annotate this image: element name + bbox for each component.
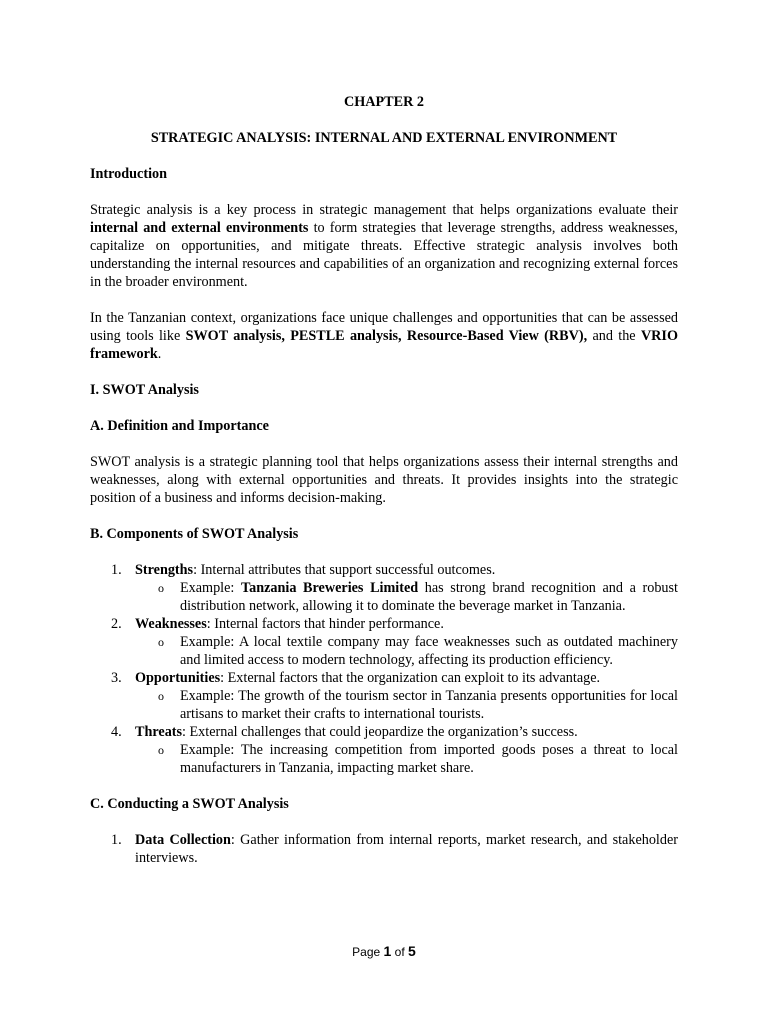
bullet-icon: o <box>158 581 164 595</box>
example-text: Example: <box>180 580 241 596</box>
intro-p2-text-e: . <box>157 346 162 362</box>
example-text: Example: The increasing competition from imported goods poses a threat to local manufacturers in Tanzania, impacting market share. <box>180 742 678 776</box>
list-sub-item <box>90 633 678 669</box>
intro-paragraph-2 <box>90 309 678 363</box>
page-content <box>90 93 678 867</box>
list-item <box>90 723 678 777</box>
section-a-heading: A. Definition and Importance <box>90 418 269 434</box>
footer-page-number: 1 <box>383 943 392 959</box>
chapter-label: CHAPTER 2 <box>343 94 424 110</box>
list-description: : Gather information from internal reports, market research, and stakeholder interviews. <box>135 832 678 866</box>
intro-paragraph-1 <box>90 201 678 291</box>
list-term: Strengths <box>135 562 194 578</box>
intro-p1-text-a: Strategic analysis is a key process in strategic management that helps organizations evaluate their <box>90 202 678 218</box>
list-item <box>90 669 678 723</box>
list-description: : External challenges that could jeopardize the organization’s success. <box>182 724 578 740</box>
swot-components-list <box>90 561 678 777</box>
list-sub-item <box>90 687 678 723</box>
list-description: : Internal factors that hinder performance. <box>206 616 444 632</box>
intro-p2-bold-vrio: VRIO framework <box>90 328 678 362</box>
list-item <box>90 561 678 615</box>
intro-p2-text-a: In the Tanzanian context, organizations face unique challenges and opportunities that can be assessed using tools like <box>90 310 678 344</box>
footer-page-total: 5 <box>408 943 416 959</box>
list-item-line <box>90 723 678 741</box>
list-description: : Internal attributes that support successful outcomes. <box>193 562 496 578</box>
list-item-line <box>90 831 678 867</box>
intro-p2-bold-tools: SWOT analysis, PESTLE analysis, Resource-Based View (RBV), <box>185 328 588 344</box>
section-c-heading: C. Conducting a SWOT Analysis <box>90 796 289 812</box>
list-term: Opportunities <box>135 670 221 686</box>
list-number: 2. <box>111 616 122 632</box>
list-number: 1. <box>111 832 122 848</box>
footer-page-word: Page <box>352 945 384 959</box>
example-text: Example: The growth of the tourism sector in Tanzania presents opportunities for local artisans to market their crafts to international tourists. <box>180 688 678 722</box>
list-number: 4. <box>111 724 122 740</box>
section-b-heading: B. Components of SWOT Analysis <box>90 526 299 542</box>
list-sub-item <box>90 741 678 777</box>
section-1-heading: I. SWOT Analysis <box>90 382 199 398</box>
bullet-icon: o <box>158 635 164 649</box>
bullet-icon: o <box>158 743 164 757</box>
list-description: : External factors that the organization can exploit to its advantage. <box>220 670 601 686</box>
bullet-icon: o <box>158 689 164 703</box>
list-item <box>90 831 678 867</box>
list-item-line <box>90 615 678 633</box>
intro-heading: Introduction <box>90 166 167 182</box>
list-term: Data Collection <box>135 832 231 848</box>
list-term: Threats <box>135 724 183 740</box>
list-item <box>90 615 678 669</box>
section-a-body: SWOT analysis is a strategic planning tool that helps organizations assess their internal strengths and weaknesses, along with external opportunities and threats. It provides insights into the strategic position of a business and informs decision-making. <box>90 454 678 506</box>
list-item-line <box>90 561 678 579</box>
intro-p1-text-c: to form strategies that leverage strengths, address weaknesses, capitalize on opportunities, and mitigate threats. Effective strategic analysis involves both understanding the internal resources and capabilities of an organization and recognizing external forces in the broader environment. <box>90 220 678 290</box>
page-footer <box>0 942 768 961</box>
swot-steps-list <box>90 831 678 867</box>
list-item-line <box>90 669 678 687</box>
page-title: STRATEGIC ANALYSIS: INTERNAL AND EXTERNAL ENVIRONMENT <box>150 130 618 146</box>
example-text-post: has strong brand recognition and a robust distribution network, allowing it to dominate the beverage market in Tanzania. <box>180 580 678 614</box>
list-term: Weaknesses <box>135 616 207 632</box>
list-number: 3. <box>111 670 122 686</box>
list-sub-item <box>90 579 678 615</box>
list-number: 1. <box>111 562 122 578</box>
footer-of-word: of <box>391 945 409 959</box>
example-text: Example: A local textile company may face weaknesses such as outdated machinery and limited access to modern technology, affecting its production efficiency. <box>180 634 678 668</box>
intro-p1-bold: internal and external environments <box>90 220 309 236</box>
example-bold: Tanzania Breweries Limited <box>240 580 419 596</box>
intro-p2-text-c: and the <box>587 328 641 344</box>
